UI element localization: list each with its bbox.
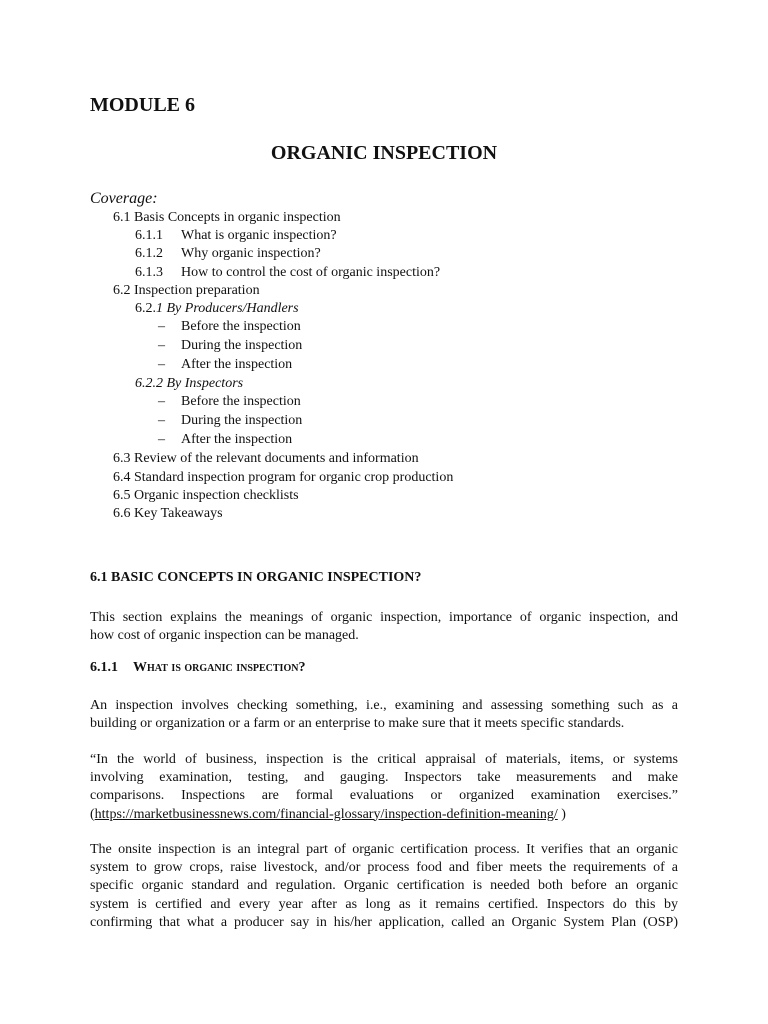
paragraph-line: confirming that what a producer say in his/her application, called an Organic System Plan (OSP): [90, 914, 678, 930]
quote-paragraph: [90, 751, 678, 824]
toc-item-6-3: 6.3 Review of the relevant documents and information: [113, 451, 419, 467]
toc-bullet-text: During the inspection: [181, 338, 303, 354]
toc-number: 6.1.3: [135, 264, 163, 280]
dash-bullet-icon: –: [158, 432, 165, 448]
toc-item: [0, 450, 768, 468]
toc-bullet: [0, 393, 768, 412]
toc-bullet: [0, 412, 768, 431]
inspection-definition-paragraph: [90, 697, 678, 733]
subsection-heading-6-1-1: [90, 660, 305, 676]
page-title: ORGANIC INSPECTION: [270, 142, 498, 164]
paragraph-line: how cost of organic inspection can be managed.: [90, 628, 359, 644]
subsection-number: 6.1.1: [90, 660, 118, 675]
paragraph-line: building or organization or a farm or an enterprise to make sure that it meets specific standards.: [90, 716, 625, 732]
source-link[interactable]: https://marketbusinessnews.com/financial-glossary/inspection-definition-meaning/: [94, 806, 558, 822]
toc-bullet-text: After the inspection: [181, 432, 293, 448]
toc-bullet: [0, 337, 768, 356]
toc-item: [0, 227, 768, 245]
toc-item: [0, 209, 768, 227]
paragraph-line: system to grow crops, raise livestock, and/or process food and fiber meets the requirements of a: [90, 860, 678, 876]
toc-bullet-text: Before the inspection: [181, 394, 301, 410]
toc-item-6-1-3: How to control the cost of organic inspection?: [181, 264, 441, 280]
paragraph-line: This section explains the meanings of organic inspection, importance of organic inspection, and: [90, 610, 678, 625]
toc-bullet: [0, 318, 768, 337]
paragraph-line: specific organic standard and regulation. Organic certification is needed both before an organic: [90, 878, 678, 894]
module-label: MODULE 6: [90, 94, 195, 116]
toc-item-6-1-2: Why organic inspection?: [181, 246, 321, 262]
toc-item: [0, 245, 768, 263]
toc-item: [0, 375, 768, 393]
dash-bullet-icon: –: [158, 413, 165, 429]
toc-number: 6.1.2: [135, 246, 163, 262]
dash-bullet-icon: –: [158, 357, 165, 373]
toc-bullet: [0, 431, 768, 450]
toc-item-6-1: 6.1 Basis Concepts in organic inspection: [113, 210, 341, 225]
toc-item-6-2-1: [135, 300, 299, 318]
coverage-heading: Coverage:: [90, 190, 158, 207]
toc-bullet: [0, 356, 768, 375]
citation-close-paren: ): [557, 806, 566, 822]
toc-item-6-5: 6.5 Organic inspection checklists: [113, 487, 299, 503]
toc-item: [0, 300, 768, 318]
toc-number: 6.1.1: [135, 228, 163, 244]
section-heading-6-1: 6.1 BASIC CONCEPTS IN ORGANIC INSPECTION?: [90, 570, 422, 585]
coverage-list: [0, 209, 768, 523]
paragraph-line: “In the world of business, inspection is the critical appraisal of materials, items, or systems: [90, 752, 678, 767]
section-intro-paragraph: [90, 609, 678, 645]
toc-item: [0, 487, 768, 505]
toc-bullet-text: Before the inspection: [181, 319, 301, 335]
paragraph-line: An inspection involves checking something, i.e., examining and assessing something such as a: [90, 698, 678, 713]
citation-open-paren: (: [90, 806, 95, 822]
toc-item: [0, 469, 768, 487]
toc-item: [0, 282, 768, 300]
toc-item-6-4: 6.4 Standard inspection program for organic crop production: [113, 469, 454, 485]
toc-item: [0, 264, 768, 282]
toc-item-6-2-2: 6.2.2 By Inspectors: [135, 376, 244, 392]
paragraph-line: comparisons. Inspections are formal evaluations or organized examination exercises.”: [90, 788, 678, 804]
toc-item-6-1-1: What is organic inspection?: [181, 228, 337, 244]
toc-item: [0, 505, 768, 523]
toc-subheading: 1 By Producers/Handlers: [156, 300, 299, 316]
paragraph-line: involving examination, testing, and gauging. Inspectors take measurements and make: [90, 770, 678, 786]
onsite-inspection-paragraph: [90, 841, 678, 932]
toc-bullet-text: During the inspection: [181, 413, 303, 429]
dash-bullet-icon: –: [158, 338, 165, 354]
toc-number: 6.2.: [135, 300, 156, 316]
toc-item-6-2: 6.2 Inspection preparation: [113, 282, 260, 298]
paragraph-line: system is certified and every year after as long as it remains certified. Inspectors do this by: [90, 896, 678, 912]
citation-line: [90, 806, 678, 824]
dash-bullet-icon: –: [158, 394, 165, 410]
toc-item-6-6: 6.6 Key Takeaways: [113, 505, 223, 521]
paragraph-line: The onsite inspection is an integral part of organic certification process. It verifies that an organic: [90, 842, 678, 857]
dash-bullet-icon: –: [158, 319, 165, 335]
subsection-title: What is organic inspection?: [133, 660, 306, 675]
toc-bullet-text: After the inspection: [181, 357, 293, 373]
